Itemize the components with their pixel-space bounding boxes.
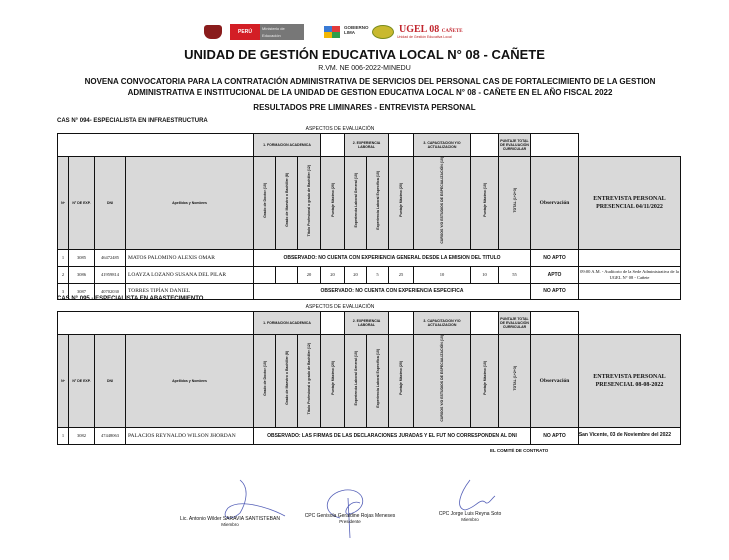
col-el2: Experiencia Laboral Específica (10) bbox=[375, 348, 380, 408]
col-apellidos: Apellidos y Nombres bbox=[126, 335, 254, 428]
header-logos bbox=[200, 24, 530, 42]
signer-name: CPC Jorge Luis Reyna Soto bbox=[438, 511, 502, 517]
row-name: MATOS PALOMINO ALEXIS OMAR bbox=[126, 249, 254, 266]
score-af2 bbox=[276, 266, 298, 283]
rvm-reference: R.VM. NE 006-2022-MINEDU bbox=[318, 65, 411, 72]
signer-name: CPC Genisola Geraldine Rojas Meneses bbox=[304, 513, 396, 519]
row-name: PALACIOS REYNALDO WILSON JHORDAN bbox=[126, 427, 254, 444]
table-2-title: CAS N° 095 - ESPECIALISTA EN ABASTECIMIENTO bbox=[57, 296, 204, 302]
col-exp: N° DE EXP. bbox=[69, 157, 95, 250]
row-dni: 40702030 bbox=[95, 283, 126, 299]
signer-role: Miembro bbox=[461, 517, 479, 522]
committee-label: EL COMITÉ DE CONTRATO bbox=[490, 448, 549, 453]
row-observado: OBSERVADO: LAS FIRMAS DE LAS DECLARACIONES JURADAS Y EL FUT NO CORRESPONDEN AL DNI bbox=[254, 427, 531, 444]
col-exp: N° DE EXP. bbox=[69, 335, 95, 428]
score-puntaje1: 20 bbox=[321, 266, 345, 283]
col-dni: DNI bbox=[95, 157, 126, 250]
row-dni: 41959814 bbox=[95, 266, 126, 283]
row-name: TORRES TIPÍAN DANIEL bbox=[126, 283, 254, 299]
col-total: TOTAL (1+2+3) bbox=[512, 366, 517, 391]
row-nro: 3 bbox=[58, 283, 69, 299]
convocatoria-title bbox=[40, 77, 700, 98]
col-el2: Experiencia Laboral Específica (10) bbox=[375, 170, 380, 230]
group-formacion: 1. FORMACION ACADEMICA bbox=[254, 134, 321, 157]
blank-header bbox=[389, 312, 414, 335]
row-status: APTO bbox=[531, 266, 579, 283]
row-observado: OBSERVADO: NO CUENTA CON EXPERIENCIA GENERAL DESDE LA EMISION DEL TITULO bbox=[254, 249, 531, 266]
col-puntaje2: Puntaje Máximo (20) bbox=[399, 183, 403, 218]
results-table-2 bbox=[57, 311, 681, 445]
col-puntaje3: Puntaje Máximo (10) bbox=[482, 183, 487, 218]
results-table-1 bbox=[57, 133, 681, 300]
signature-2-stroke bbox=[310, 478, 390, 538]
ugel-name: UGEL 08 bbox=[399, 24, 440, 35]
score-el1: 20 bbox=[345, 266, 367, 283]
peru-logo: PERÚ bbox=[230, 24, 260, 40]
group-capacitacion: 3. CAPACITACION Y/O ACTUALIZACION bbox=[414, 312, 471, 335]
group-capacitacion: 3. CAPACITACION Y/O ACTUALIZACION bbox=[414, 134, 471, 157]
row-entrevista: 09:00 A.M. - Auditorio de la Sede Administrativa de la UGEL N° 08 - Cañete bbox=[579, 266, 681, 283]
ugel-suffix: CAÑETE bbox=[441, 29, 463, 34]
blank-header bbox=[321, 134, 345, 157]
col-puntaje1: Puntaje Máximo (20) bbox=[330, 361, 335, 396]
col-af2: Grado de Maestro o Bachiller (8) bbox=[284, 351, 289, 406]
col-puntaje2: Puntaje Máximo (20) bbox=[399, 361, 403, 396]
score-puntaje2: 25 bbox=[389, 266, 414, 283]
score-total: 55 bbox=[499, 266, 531, 283]
col-af2: Grado de Maestro o Bachiller (8) bbox=[284, 173, 289, 228]
resultados-title: RESULTADOS PRE LIMINARES - ENTREVISTA PERSONAL bbox=[253, 103, 476, 112]
blank-header bbox=[531, 134, 579, 157]
col-apellidos: Apellidos y Nombres bbox=[126, 157, 254, 250]
document-title: UNIDAD DE GESTIÓN EDUCATIVA LOCAL N° 08 - CAÑETE bbox=[184, 47, 545, 62]
group-experiencia: 2. EXPERIENCIA LABORAL bbox=[345, 312, 389, 335]
score-cap1: 10 bbox=[414, 266, 471, 283]
col-observacion: Observación bbox=[531, 335, 579, 428]
row-exp: 3086 bbox=[69, 266, 95, 283]
table-1-title: CAS N° 094- ESPECIALISTA EN INFRAESTRUCTURA bbox=[57, 118, 208, 124]
score-af1 bbox=[254, 266, 276, 283]
col-entrevista: ENTREVISTA PERSONAL PRESENCIAL 04/11/2022 bbox=[579, 157, 681, 250]
blank-header bbox=[58, 134, 254, 157]
row-status: NO APTO bbox=[531, 283, 579, 299]
row-dni: 47448063 bbox=[95, 427, 126, 444]
score-el2: 5 bbox=[367, 266, 389, 283]
row-status: NO APTO bbox=[531, 427, 579, 444]
row-exp: 3085 bbox=[69, 249, 95, 266]
ugel-subtitle: Unidad de Gestión Educativa Local bbox=[397, 35, 452, 39]
aspectos-label: ASPECTOS DE EVALUACIÓN bbox=[305, 126, 375, 132]
blank-header bbox=[531, 312, 579, 335]
col-nro: Nº bbox=[58, 157, 69, 250]
aspectos-label: ASPECTOS DE EVALUACIÓN bbox=[305, 304, 375, 310]
table-row bbox=[58, 266, 681, 283]
score-puntaje3: 10 bbox=[471, 266, 499, 283]
col-af3: Título Profesional o grado de Bachiller (12) bbox=[307, 342, 311, 415]
col-af3: Título Profesional o grado de Bachiller (12) bbox=[307, 164, 311, 237]
group-puntaje-total: PUNTAJE TOTAL DE EVALUACIÓN CURRICULAR bbox=[499, 134, 531, 157]
blank-header bbox=[58, 312, 254, 335]
col-entrevista: ENTREVISTA PERSONAL PRESENCIAL 08-08-2022 bbox=[579, 335, 681, 428]
col-nro: Nº bbox=[58, 335, 69, 428]
signer-role: Presidente bbox=[339, 519, 361, 524]
row-entrevista bbox=[579, 283, 681, 299]
col-puntaje3: Puntaje Máximo (10) bbox=[482, 361, 487, 396]
col-cap1: CURSOS Y/O ESTUDIOS DE ESPECIALIZACIÓN (10) bbox=[440, 335, 444, 422]
row-name: LOAYZA LOZANO SUSANA DEL PILAR bbox=[126, 266, 254, 283]
blank-header bbox=[471, 134, 499, 157]
blank-header bbox=[321, 312, 345, 335]
peru-coat-of-arms-logo bbox=[204, 25, 222, 39]
col-el1: Experiencia Laboral General (10) bbox=[353, 173, 358, 228]
blank-header bbox=[389, 134, 414, 157]
col-el1: Experiencia Laboral General (10) bbox=[353, 351, 358, 406]
signature-block-1 bbox=[175, 516, 285, 528]
row-exp: 3082 bbox=[69, 427, 95, 444]
col-cap1: CURSOS Y/O ESTUDIOS DE ESPECIALIZACIÓN (10) bbox=[440, 157, 444, 244]
col-observacion: Observación bbox=[531, 157, 579, 250]
group-experiencia: 2. EXPERIENCIA LABORAL bbox=[345, 134, 389, 157]
group-puntaje-total: PUNTAJE TOTAL DE EVALUACIÓN CURRICULAR bbox=[499, 312, 531, 335]
convocatoria-line-1: NOVENA CONVOCATORIA PARA LA CONTRATACIÓN ADMINISTRATIVA DE SERVICIOS DEL PERSONAL CAS DE FORTALECIMIENTO DE LA GESTION bbox=[84, 77, 656, 86]
convocatoria-line-2: ADMINISTRATIVA E INSTITUCIONAL DE LA UNIDAD DE GESTION EDUCATIVA LOCAL N° 08 - CAÑETE EN EL AÑO FISCAL 2022 bbox=[127, 87, 613, 97]
group-formacion: 1. FORMACION ACADEMICA bbox=[254, 312, 321, 335]
blank-header bbox=[471, 312, 499, 335]
col-af1: Grado de Doctor (10) bbox=[262, 182, 267, 218]
col-puntaje1: Puntaje Máximo (20) bbox=[330, 183, 335, 218]
signer-name: Lic. Antonio Wilder SARAVIA SANTISTEBAN bbox=[180, 516, 280, 522]
row-nro: 2 bbox=[58, 266, 69, 283]
row-nro: 1 bbox=[58, 249, 69, 266]
ugel-logo bbox=[372, 24, 482, 40]
row-exp: 3087 bbox=[69, 283, 95, 299]
row-status: NO APTO bbox=[531, 249, 579, 266]
row-observado: OBSERVADO: NO CUENTA CON EXPERIENCIA ESPECIFICA bbox=[254, 283, 531, 299]
col-af1: Grado de Doctor (10) bbox=[262, 360, 267, 396]
document-date: San Vicente, 03 de Noviembre del 2022 bbox=[578, 432, 671, 438]
col-dni: DNI bbox=[95, 335, 126, 428]
signer-role: Miembro bbox=[221, 522, 239, 527]
minedu-logo: Ministerio de Educación bbox=[260, 24, 304, 40]
score-af3: 20 bbox=[298, 266, 321, 283]
row-entrevista bbox=[579, 249, 681, 266]
gobierno-lima-text: GOBIERNO LIMA bbox=[344, 25, 369, 35]
signature-block-3 bbox=[420, 511, 520, 523]
col-total: TOTAL (1+2+3) bbox=[512, 188, 517, 213]
ugel-emblem-icon bbox=[372, 25, 394, 39]
signature-block-2 bbox=[295, 513, 405, 525]
gobierno-lima-logo bbox=[324, 24, 369, 40]
row-dni: 46472485 bbox=[95, 249, 126, 266]
row-nro: 1 bbox=[58, 427, 69, 444]
table-row bbox=[58, 249, 681, 266]
